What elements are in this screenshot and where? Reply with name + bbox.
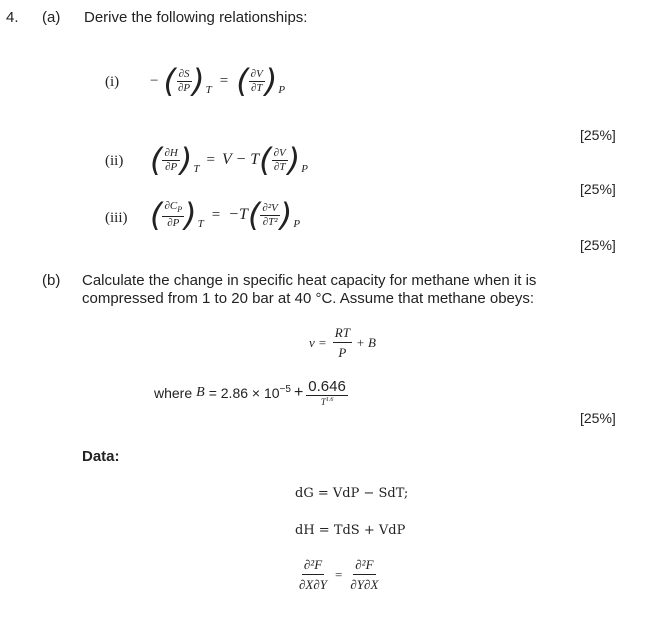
equals-sign: = bbox=[219, 72, 229, 89]
right-paren: ) bbox=[179, 141, 193, 179]
part-b-text-line2: compressed from 1 to 20 bar at 40 °C. Assume that methane obeys: bbox=[82, 290, 535, 307]
data-heading: Data: bbox=[82, 448, 120, 465]
item-ii-numeral: (ii) bbox=[105, 153, 124, 169]
mixed-partial-fraction-left: $\frac{\text{∂²F}}{\partial X\partial Y}$ bbox=[299, 557, 328, 592]
left-paren: ( bbox=[236, 62, 249, 100]
right-paren: ) bbox=[192, 62, 205, 100]
part-b-label: (b) bbox=[42, 272, 61, 289]
right-paren: ) bbox=[184, 196, 197, 234]
b-fraction: $\frac{0.646}{T^{1.6}}$ bbox=[308, 378, 346, 407]
equals-sign: = bbox=[335, 566, 343, 582]
b-exponent: −5 bbox=[279, 383, 291, 395]
item-iii-numeral: (iii) bbox=[105, 210, 128, 226]
partial-fraction: $\frac{\partial V}{\partial T}$ bbox=[273, 146, 286, 173]
partial-fraction: $\frac{\partial S}{\partial P}$ bbox=[177, 67, 191, 94]
state-equation bbox=[309, 326, 376, 359]
partial-fraction: $\frac{\partial C_P}{\partial P}$ bbox=[164, 200, 183, 229]
state-equation-lhs: v = bbox=[309, 334, 327, 350]
left-paren: ( bbox=[259, 141, 272, 179]
partial-fraction: $\frac{\partial V}{\partial T}$ bbox=[250, 67, 263, 94]
data-eq-enthalpy: dH = TdS + VdP bbox=[295, 523, 406, 538]
question-number: 4. bbox=[6, 9, 19, 26]
where-word: where bbox=[154, 385, 193, 401]
item-i-numeral: (i) bbox=[105, 74, 120, 90]
item-iii-mark: [25%] bbox=[580, 237, 616, 253]
rt-over-p-fraction: $\frac{RT}{P}$ bbox=[334, 325, 350, 360]
data-eq-maxwell bbox=[297, 558, 380, 591]
equals-sign: = bbox=[206, 151, 215, 168]
item-ii-mark: [25%] bbox=[580, 181, 616, 197]
b-constant: = 2.86 × 10 bbox=[208, 385, 280, 401]
item-ii-equation: ( $\frac{\partial H}{\partial P}$ ) T = V − T ( $\frac{\partial V}{\partial T}$ ) P bbox=[150, 141, 308, 179]
left-paren: ( bbox=[163, 62, 176, 100]
minus-sign: − bbox=[150, 72, 159, 89]
part-b-mark: [25%] bbox=[580, 410, 616, 426]
right-paren: ) bbox=[264, 62, 278, 100]
plus-sign: + bbox=[293, 384, 304, 401]
second-partial-fraction: $\frac{\text{∂²V}}{\text{∂T²}}$ bbox=[262, 201, 278, 228]
right-paren: ) bbox=[287, 141, 301, 179]
part-b-text-line1: Calculate the change in specific heat capacity for methane when it is bbox=[82, 272, 537, 289]
rhs-prefix: V − T bbox=[221, 151, 260, 168]
partial-fraction: $\frac{\partial H}{\partial P}$ bbox=[164, 146, 178, 173]
state-equation-tail: + B bbox=[355, 334, 376, 350]
right-paren: ) bbox=[279, 196, 293, 234]
data-eq-gibbs: dG = VdP − SdT; bbox=[295, 486, 409, 501]
rhs-prefix: −T bbox=[228, 206, 248, 223]
b-symbol: B bbox=[196, 385, 205, 400]
item-iii-equation: ( $\frac{\partial C_P}{\partial P}$ ) T = −T ( $\frac{\text{∂²V}}{\text{∂T²}}$ ) P bbox=[150, 196, 301, 234]
left-paren: ( bbox=[150, 141, 163, 179]
part-a-label: (a) bbox=[42, 9, 61, 26]
equals-sign: = bbox=[211, 206, 221, 223]
left-paren: ( bbox=[150, 196, 163, 234]
left-paren: ( bbox=[247, 196, 261, 234]
item-i-mark: [25%] bbox=[580, 127, 616, 143]
part-a-instruction: Derive the following relationships: bbox=[84, 9, 308, 26]
item-i-equation: − ( $\frac{\partial S}{\partial P}$ ) T = ( $\frac{\partial V}{\partial T}$ ) P bbox=[150, 62, 286, 100]
b-definition bbox=[154, 379, 348, 407]
mixed-partial-fraction-right: $\frac{\text{∂²F}}{\partial Y\partial X}$ bbox=[350, 557, 379, 592]
